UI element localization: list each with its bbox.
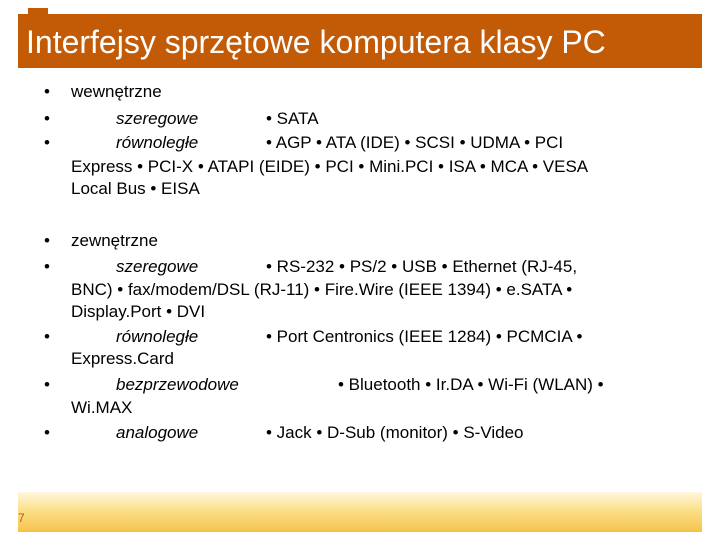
bullet-marker: • bbox=[44, 375, 50, 394]
footer-accent-bar bbox=[18, 492, 702, 532]
external-wireless-items-line1: • Bluetooth • Ir.DA • Wi-Fi (WLAN) • bbox=[338, 375, 604, 394]
internal-heading: wewnętrzne bbox=[71, 82, 162, 101]
internal-parallel-label: równoległe bbox=[116, 133, 199, 152]
page-number: 7 bbox=[18, 511, 25, 525]
external-parallel-items-line2: Express.Card bbox=[71, 349, 174, 368]
external-wireless-label: bezprzewodowe bbox=[116, 375, 239, 394]
internal-parallel-items-line3: Local Bus • EISA bbox=[71, 179, 200, 198]
external-serial-items-line2: BNC) • fax/modem/DSL (RJ-11) • Fire.Wire (IEEE 1394) • e.SATA • bbox=[71, 280, 573, 299]
external-serial-items-line1: • RS-232 • PS/2 • USB • Ethernet (RJ-45, bbox=[266, 257, 578, 276]
internal-serial-label: szeregowe bbox=[116, 109, 199, 128]
internal-parallel-items-line1: • AGP • ATA (IDE) • SCSI • UDMA • PCI bbox=[266, 133, 564, 152]
bullet-marker: • bbox=[44, 327, 50, 346]
bullet-marker: • bbox=[44, 133, 50, 152]
bullet-marker: • bbox=[44, 257, 50, 276]
external-parallel-label: równoległe bbox=[116, 327, 199, 346]
slide-title: Interfejsy sprzętowe komputera klasy PC bbox=[26, 24, 606, 60]
bullet-marker: • bbox=[44, 231, 50, 250]
external-serial-items-line3: Display.Port • DVI bbox=[71, 302, 206, 321]
internal-parallel-items-line2: Express • PCI-X • ATAPI (EIDE) • PCI • Mini.PCI • ISA • MCA • VESA bbox=[71, 157, 589, 176]
external-wireless-items-line2: Wi.MAX bbox=[71, 398, 133, 417]
external-analog-label: analogowe bbox=[116, 423, 199, 442]
bullet-marker: • bbox=[44, 423, 50, 442]
internal-serial-items: • SATA bbox=[266, 109, 319, 128]
external-heading: zewnętrzne bbox=[71, 231, 158, 250]
external-parallel-items-line1: • Port Centronics (IEEE 1284) • PCMCIA • bbox=[266, 327, 583, 346]
bullet-marker: • bbox=[44, 82, 50, 101]
bullet-marker: • bbox=[44, 109, 50, 128]
external-analog-items: • Jack • D-Sub (monitor) • S-Video bbox=[266, 423, 524, 442]
external-serial-label: szeregowe bbox=[116, 257, 199, 276]
